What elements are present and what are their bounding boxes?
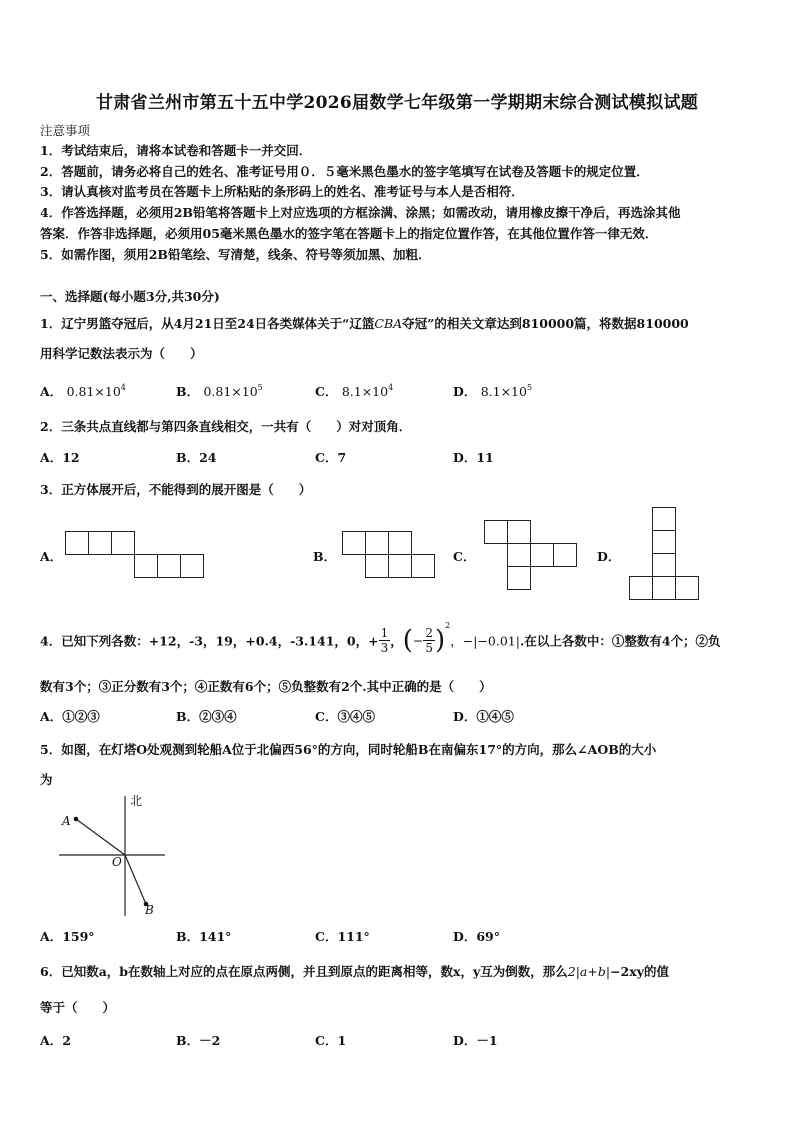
- q6-text-b: −2xy的值: [610, 964, 669, 979]
- q1-option-b[interactable]: B． $0.81\times 10^5$: [176, 383, 263, 399]
- q4-text-a: 4．已知下列各数：+12，-3，19，+0.4，-3.141，0，+: [40, 633, 379, 649]
- note-item: 4．作答选择题，必须用2B铅笔将答题卡上对应选项的方框涂满、涂黑；如需改动，请用橡皮擦干净后，再选涂其他: [40, 205, 681, 220]
- note-item: 答案．作答非选择题，必须用05毫米黑色墨水的签字笔在答题卡上的指定位置作答，在其他位置作答一律无效．: [40, 226, 658, 241]
- q6-option-b[interactable]: B．－2: [176, 1033, 221, 1048]
- q5-option-c[interactable]: C．111°: [315, 929, 370, 944]
- point-o-label: O: [112, 855, 122, 869]
- q3-option-b-label[interactable]: B．: [313, 549, 337, 564]
- q5-option-a[interactable]: A．159°: [40, 929, 95, 944]
- notes-heading: 注意事项: [40, 123, 91, 138]
- q2-option-b[interactable]: B．24: [176, 450, 217, 465]
- note-item: 5．如需作图，须用2B铅笔绘、写清楚，线条、符号等须加黑、加粗．: [40, 247, 431, 262]
- q4-fraction-1: $\frac{1}{3}$: [380, 626, 389, 655]
- point-a-label: A: [62, 814, 71, 828]
- q1-text-a: 1．辽宁男篮夺冠后，从4月21日至24日各类媒体关于“辽篮: [40, 316, 375, 331]
- q2-option-a[interactable]: A．12: [40, 450, 80, 465]
- q5-option-d[interactable]: D．69°: [453, 929, 500, 944]
- q1-option-c[interactable]: C． $8.1\times 10^4$: [315, 383, 394, 399]
- point-b-label: B: [145, 903, 154, 917]
- q4-option-b[interactable]: B．②③④: [176, 709, 237, 724]
- q4-option-a[interactable]: A．①②③: [40, 709, 100, 724]
- note-item: 3．请认真核对监考员在答题卡上所粘贴的条形码上的姓名、准考证号与本人是否相符．: [40, 184, 524, 199]
- q3-option-d-label[interactable]: D．: [597, 549, 621, 564]
- q1-option-d[interactable]: D． $8.1\times 10^5$: [453, 383, 533, 399]
- question-5-line2: 为: [40, 772, 53, 787]
- question-3: 3．正方体展开后，不能得到的展开图是（ ）: [40, 482, 312, 497]
- q1-option-a[interactable]: A． $0.81\times 10^4$: [40, 383, 126, 399]
- note-item: 1．考试结束后，请将本试卷和答题卡一并交回．: [40, 143, 312, 158]
- section-heading: 一、选择题(每小题3分,共30分): [40, 289, 220, 304]
- question-6-line2: 等于（ ）: [40, 1000, 116, 1015]
- q1-text-b: 夺冠”的相关文章达到810000篇，将数据810000: [402, 316, 689, 331]
- q6-math-expression: 2|a+b|: [567, 964, 611, 979]
- note-item: 2．答题前，请务必将自己的姓名、准考证号用０．５毫米黑色墨水的签字笔填写在试卷及答题卡的规定位置．: [40, 164, 649, 179]
- q6-option-d[interactable]: D．－1: [453, 1033, 498, 1048]
- north-label: 北: [130, 794, 143, 808]
- question-5-line1: 5．如图，在灯塔O处观测到轮船A位于北偏西56°的方向，同时轮船B在南偏东17°的方向，那么∠AOB的大小: [40, 742, 657, 757]
- q4-option-c[interactable]: C．③④⑤: [315, 709, 375, 724]
- q4-text-b: .在以上各数中：①整数有4个；②负: [519, 633, 721, 649]
- question-4-line2: 数有3个；③正分数有3个；④正数有6个；⑤负整数有2个.其中正确的是（ ）: [40, 679, 492, 694]
- q5-compass-diagram: [55, 792, 175, 920]
- question-1-line1: [40, 314, 689, 332]
- q3-net-c: [484, 520, 581, 592]
- question-4-line1: 4．已知下列各数：+12，-3，19，+0.4，-3.141，0，+ $\frac{1}{3}$ ，(− $\frac{2}{5}$ )$^2$，−|−0.01|.在以上各数中：①整数有4个；②负: [40, 621, 721, 656]
- q6-option-c[interactable]: C．1: [315, 1033, 347, 1048]
- q3-option-c-label[interactable]: C．: [453, 549, 476, 564]
- q6-option-a[interactable]: A．2: [40, 1033, 71, 1048]
- q4-power: 2: [445, 621, 451, 630]
- q1-cba: CBA: [374, 316, 403, 331]
- question-2: 2．三条共点直线都与第四条直线相交，一共有（ ）对对顶角．: [40, 419, 412, 434]
- q3-option-a-label[interactable]: A．: [40, 549, 63, 564]
- q3-net-b: [342, 531, 439, 579]
- q3-net-d: [629, 507, 703, 604]
- q5-option-b[interactable]: B．141°: [176, 929, 232, 944]
- q6-text-a: 6．已知数a，b在数轴上对应的点在原点两侧，并且到原点的距离相等，数x，y互为倒数，那么: [40, 964, 568, 979]
- question-1-line2: 用科学记数法表示为（ ）: [40, 346, 203, 361]
- q4-fraction-2: $\frac{2}{5}$: [425, 626, 434, 655]
- q4-option-d[interactable]: D．①④⑤: [453, 709, 514, 724]
- q2-option-d[interactable]: D．11: [453, 450, 494, 465]
- question-6-line1: [40, 962, 669, 980]
- q3-net-a: [65, 531, 210, 579]
- page-title: 甘肃省兰州市第五十五中学2026届数学七年级第一学期期末综合测试模拟试题: [95, 93, 699, 113]
- q4-abs-expression: ，−|−0.01|: [450, 633, 520, 649]
- q2-option-c[interactable]: C．7: [315, 450, 347, 465]
